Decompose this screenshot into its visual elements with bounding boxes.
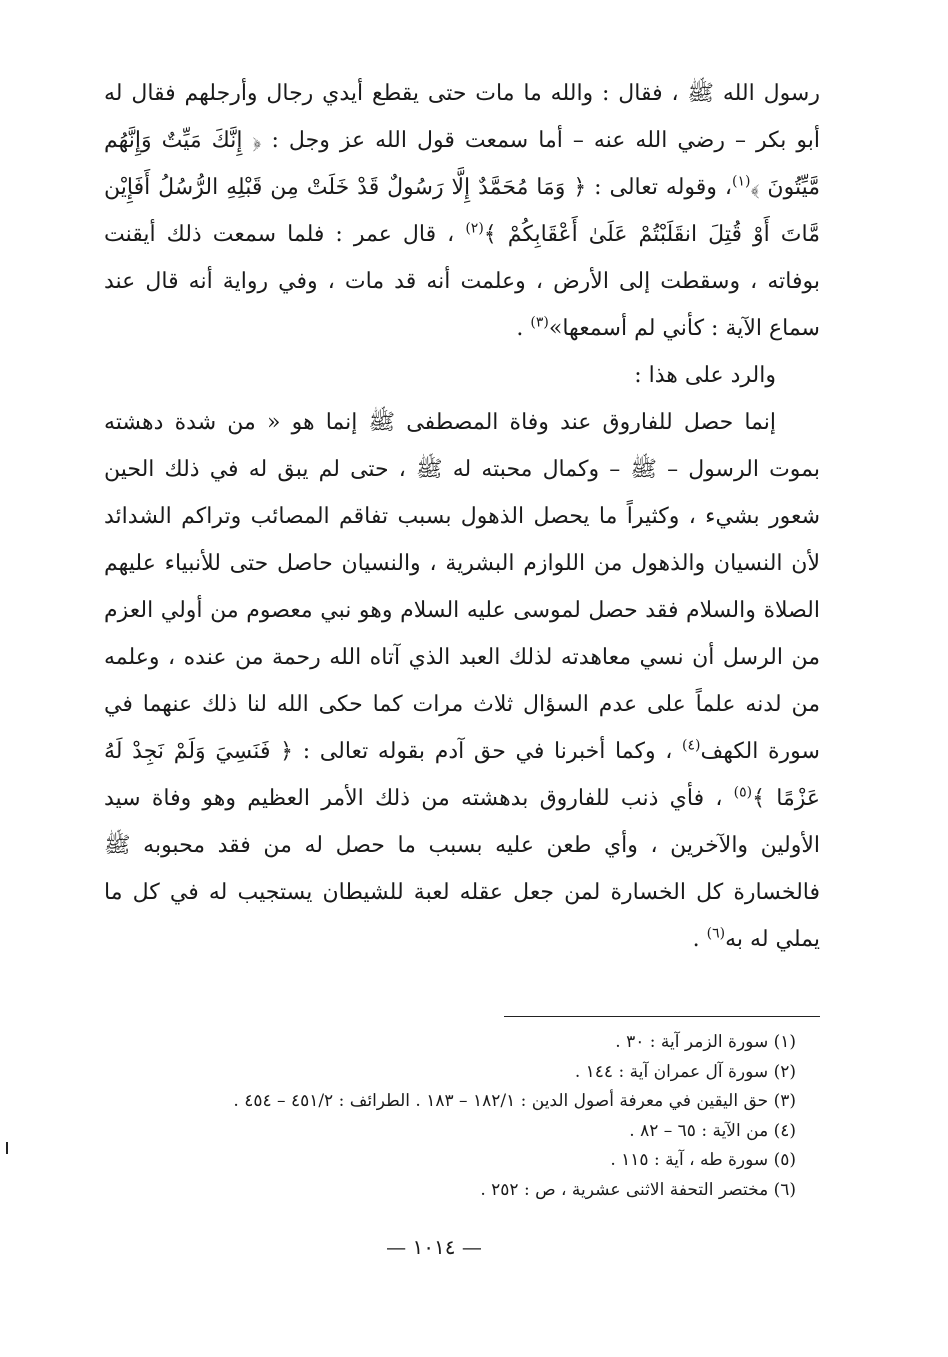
scan-edge-mark — [6, 1142, 8, 1154]
footnote-2: (٢) سورة آل عمران آية : ١٤٤ . — [574, 1061, 796, 1082]
page-number: — ١٠١٤ — — [386, 1235, 482, 1259]
footnote-ref-3: (٣) — [530, 314, 549, 331]
paragraph-2 — [104, 399, 820, 963]
footnote-3: (٣) حق اليقين في معرفة أصول الدين : ١٨٢/١ – ١٨٣ . الطرائف : ٤٥١/٢ – ٤٥٤ . — [233, 1091, 796, 1111]
footnote-ref-6: (٦) — [706, 925, 726, 942]
footnote-ref-5: (٥) — [733, 784, 753, 801]
paragraph-1-end: . — [516, 316, 531, 341]
footnote-6: (٦) مختصر التحفة الاثنى عشرية ، ص : ٢٥٢ . — [480, 1179, 796, 1200]
paragraph-2-text-c: ، فأي ذنب للفاروق بدهشته من ذلك الأمر العظيم وهو وفاة سيد الأولين والآخرين ، وأي طعن عليه بسبب ما حصل له من فقد محبوبه ﷺ فالخسارة كل الخسارة لمن جعل عقله لعبة للشيطان يستجيب له في كل ما يملي له به — [104, 786, 820, 952]
paragraph-1-text: رسول الله ﷺ ، فقال : والله ما مات حتى يقطع أيدي رجال وأرجلهم فقال له أبو بكر – رضي الله عنه – أما سمعت قول الله عز وجل : ﴿ إِنَّكَ مَيِّتٌ وَإِنَّهُم مَّيِّتُونَ ﴾ — [104, 81, 820, 200]
main-text — [104, 70, 820, 963]
paragraph-1 — [104, 70, 820, 352]
footnotes — [140, 1028, 796, 1205]
footnote-separator — [504, 1016, 820, 1017]
paragraph-1-text-b: ، وقوله تعالى : ﴿ وَمَا مُحَمَّدٌ إِلَّا رَسُولٌ قَدْ خَلَتْ مِن قَبْلِهِ الرُّسُلُ أَفَإِيْن مَّاتَ أَوْ قُتِلَ انقَلَبْتُمْ عَلَىٰ أَعْقَابِكُمْ ﴾ — [104, 175, 820, 247]
footnote-ref-1: (١) — [731, 173, 751, 190]
footnote-4: (٤) من الآية : ٦٥ – ٨٢ . — [629, 1120, 796, 1141]
paragraph-2-end: . — [692, 927, 707, 952]
paragraph-2-text-b: ، وكما أخبرنا في حق آدم بقوله تعالى : ﴿ فَنَسِيَ وَلَمْ نَجِدْ لَهُ عَزْمًا ﴾ — [104, 739, 821, 811]
footnote-ref-2: (٢) — [465, 220, 484, 237]
section-heading: والرد على هذا : — [634, 363, 776, 388]
paragraph-1-text-c: ، قال عمر : فلما سمعت ذلك أيقنت بوفاته ، وسقطت إلى الأرض ، وعلمت أنه قد مات ، وفي رواية أنه قال عند سماع الآية : كأني لم أسمعها» — [104, 222, 820, 341]
footnote-5: (٥) سورة طه ، آية : ١١٥ . — [610, 1150, 796, 1170]
footnote-ref-4: (٤) — [682, 737, 701, 754]
footnote-1: (١) سورة الزمر آية : ٣٠ . — [615, 1032, 796, 1052]
paragraph-2-text: إنما حصل للفاروق عند وفاة المصطفى ﷺ إنما هو « من شدة دهشته بموت الرسول – ﷺ – وكمال محبته له ﷺ ، حتى لم يبق له في ذلك الحين شعور بشيء ، وكثيراً ما يحصل الذهول بسبب تفاقم المصائب وتراكم الشدائد لأن النسيان والذهول من اللوازم البشرية ، والنسيان حاصل حتى للأنبياء عليهم الصلاة والسلام فقد حصل لموسى عليه السلام وهو نبي معصوم من أولي العزم من الرسل أن نسي معاهدته لذلك العبد الذي آتاه الله رحمة من عنده ، وعلمه من لدنه علماً على عدم السؤال ثلاث مرات كما حكى الله لنا ذلك عنهما في سورة الكهف — [104, 410, 820, 764]
